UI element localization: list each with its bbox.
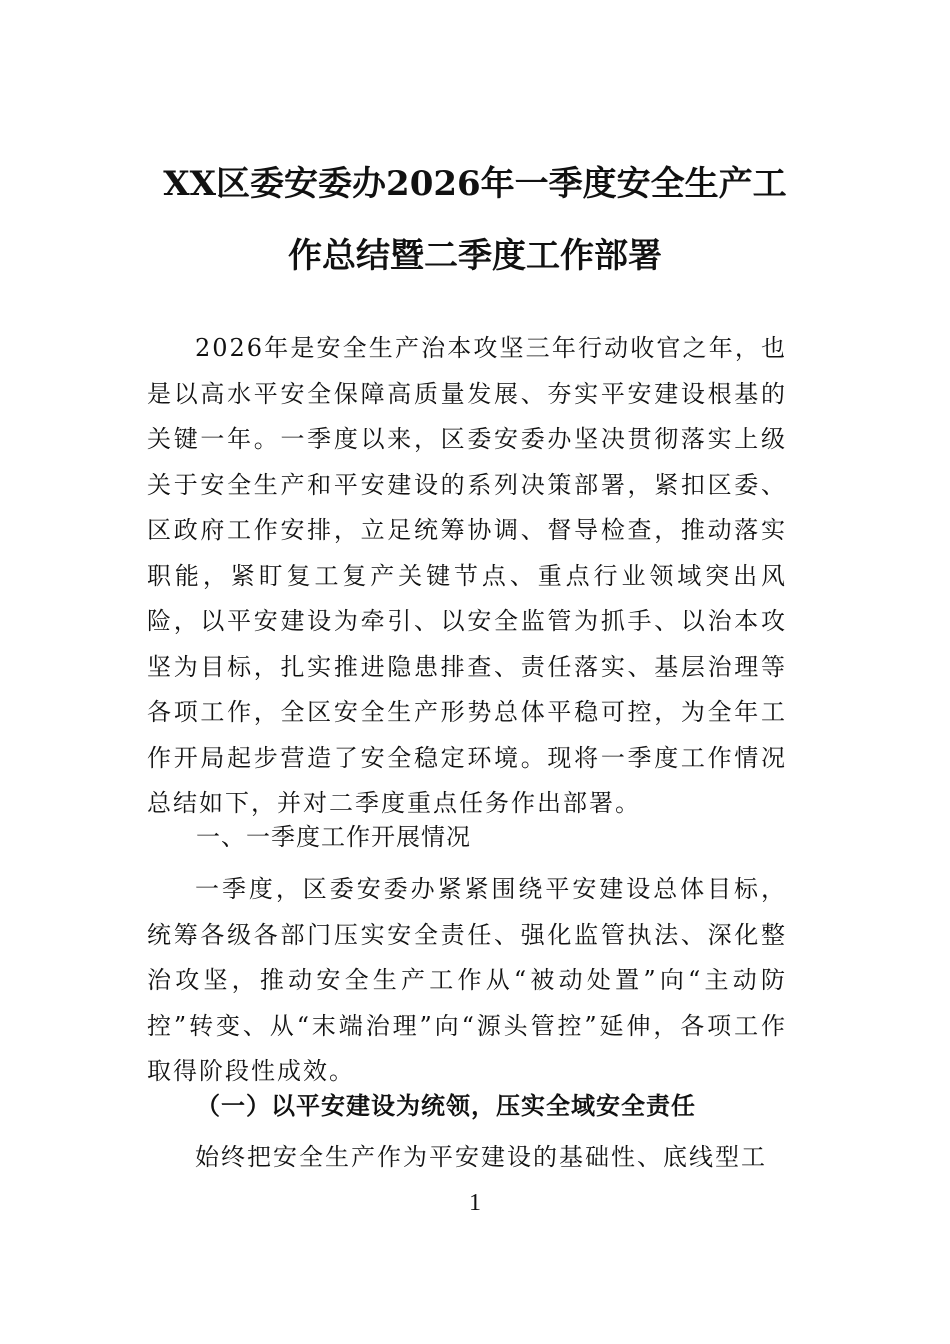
page-number: 1 (469, 1190, 481, 1216)
subsection-heading-1: （一）以平安建设为统领，压实全域安全责任 (196, 1091, 696, 1120)
section-1-paragraph: 一季度，区委安委办紧紧围绕平安建设总体目标，统筹各级各部门压实安全责任、强化监管执法、深化整治攻坚，推动安全生产工作从“被动处置”向“主动防控”转变、从“末端治理”向“源头管控”延伸，各项工作取得阶段性成效。 (147, 875, 787, 1085)
document-title-line-2: 作总结暨二季度工作部署 (288, 236, 662, 276)
intro-paragraph: 2026年是安全生产治本攻坚三年行动收官之年，也是以高水平安全保障高质量发展、夯实平安建设根基的关键一年。一季度以来，区委安委办坚决贯彻落实上级关于安全生产和平安建设的系列决策部署，紧扣区委、区政府工作安排，立足统筹协调、督导检查，推动落实职能，紧盯复工复产关键节点、重点行业领域突出风险，以平安建设为牵引、以安全监管为抓手、以治本攻坚为目标，扎实推进隐患排查、责任落实、基层治理等各项工作，全区安全生产形势总体平稳可控，为全年工作开局起步营造了安全稳定环境。现将一季度工作情况总结如下，并对二季度重点任务作出部署。 (147, 334, 787, 817)
section-heading-1: 一、一季度工作开展情况 (196, 823, 471, 851)
subsection-1-paragraph: 始终把安全生产作为平安建设的基础性、底线型工 (195, 1143, 767, 1171)
document-title-line-1: XX区委安委办2026年一季度安全生产工 (163, 164, 787, 204)
